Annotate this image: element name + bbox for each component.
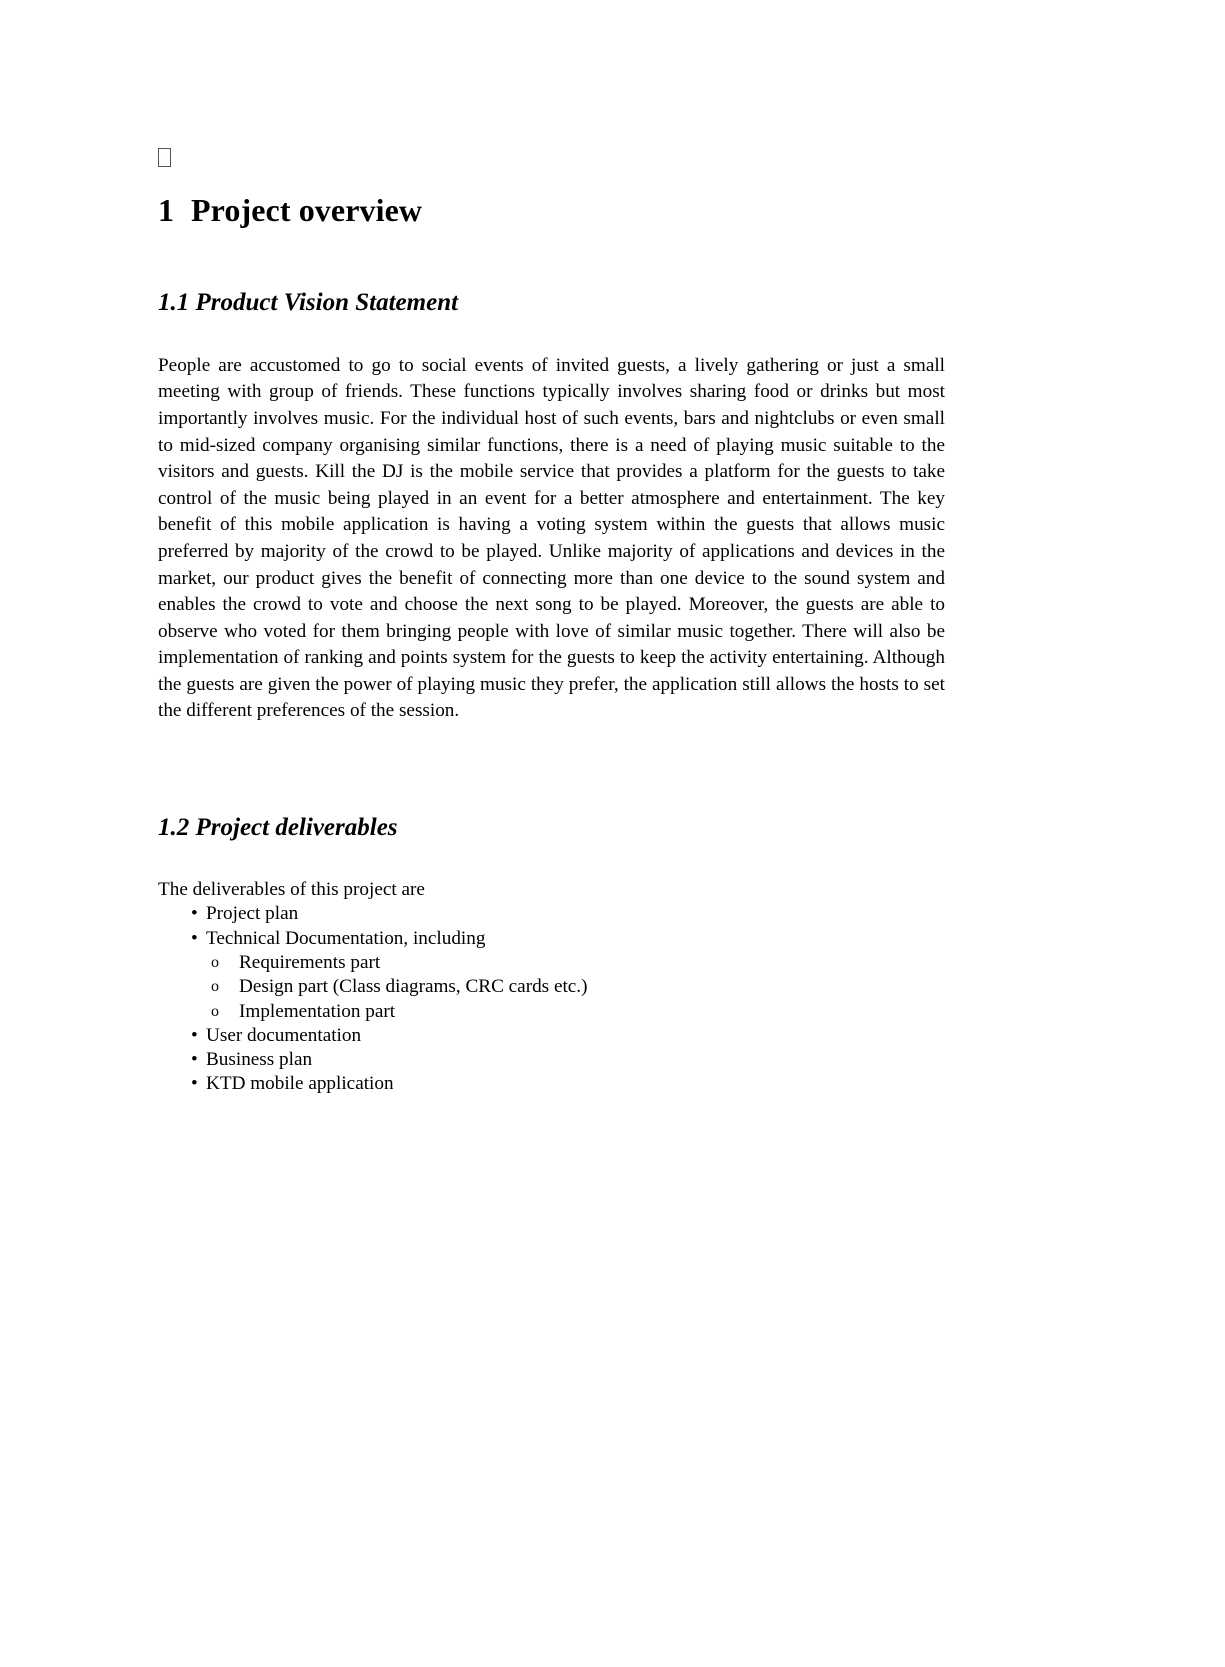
- deliverables-lead-in: The deliverables of this project are: [158, 879, 425, 901]
- section-1-2: [158, 725, 945, 1097]
- bullet-marker-icon: •: [191, 903, 198, 925]
- list-item-label: Design part (Class diagrams, CRC cards etc.): [239, 976, 588, 998]
- heading-1-1-number: 1.1: [158, 288, 190, 316]
- bullet-marker-icon: •: [191, 927, 198, 949]
- technical-documentation-sublist: [158, 951, 945, 1024]
- list-item-label: Requirements part: [239, 952, 381, 973]
- bullet-marker-icon: •: [191, 1073, 198, 1095]
- heading-1-number: 1: [158, 192, 175, 228]
- list-item: [158, 975, 945, 999]
- list-item: [158, 1000, 945, 1024]
- placeholder-glyph-line: [158, 0, 945, 192]
- bullet-marker-icon: •: [191, 1024, 198, 1046]
- heading-1-project-overview: [158, 192, 945, 230]
- paragraph-spacer: [158, 318, 945, 725]
- deliverables-block: [158, 843, 945, 1097]
- list-item-label: Business plan: [206, 1049, 313, 1071]
- list-item: [158, 1072, 945, 1096]
- heading-1-2-number: 1.2: [158, 814, 190, 842]
- circle-bullet-marker-icon: o: [211, 954, 219, 971]
- heading-1-2-title: Project deliverables: [195, 814, 398, 842]
- list-item-label: User documentation: [206, 1024, 362, 1046]
- list-item: [158, 1048, 945, 1072]
- list-item: [158, 927, 945, 951]
- section-1-1: [158, 230, 945, 725]
- list-item: [158, 1024, 945, 1048]
- heading-1-1-product-vision-statement: [158, 288, 945, 318]
- bullet-marker-icon: •: [191, 1049, 198, 1071]
- list-item-label: Technical Documentation, including: [206, 927, 486, 949]
- product-vision-paragraph: People are accustomed to go to social events of invited guests, a lively gathering or just a small meeting with group of friends. These functions typically involves sharing food or drinks but most importantly involves music. For the individual host of such events, bars and nightclubs or even small to mid-sized company organising similar functions, there is a need of playing music suitable to the visitors and guests. Kill the DJ is the mobile service that provides a platform for the guests to take control of the music being played in an event for a better atmosphere and entertainment. The key benefit of this mobile application is having a voting system within the guests that allows music preferred by majority of the crowd to be played. Unlike majority of applications and devices in the market, our product gives the benefit of connecting more than one device to the sound system and enables the crowd to vote and choose the next song to be played. Moreover, the guests are able to observe who voted for them bringing people with love of similar music together. There will also be implementation of ranking and points system for the guests to keep the activity entertaining. Although the guests are given the power of playing music they prefer, the application still allows the hosts to set the different preferences of the session.: [158, 354, 945, 722]
- list-item-label: Implementation part: [239, 1000, 396, 1022]
- circle-bullet-marker-icon: o: [211, 978, 219, 996]
- nested-list-container: [158, 951, 945, 1024]
- list-item-label: KTD mobile application: [206, 1073, 394, 1095]
- deliverables-list: [158, 902, 945, 1096]
- heading-1-title: Project overview: [191, 192, 423, 228]
- list-item: [158, 951, 945, 975]
- heading-1-1-title: Product Vision Statement: [195, 288, 459, 316]
- list-item-label: Project plan: [206, 903, 299, 925]
- list-item: [158, 902, 945, 926]
- circle-bullet-marker-icon: o: [211, 1002, 219, 1020]
- heading-1-2-project-deliverables: [158, 813, 945, 843]
- document-content: [158, 0, 945, 1097]
- missing-glyph-box-icon: [158, 148, 171, 167]
